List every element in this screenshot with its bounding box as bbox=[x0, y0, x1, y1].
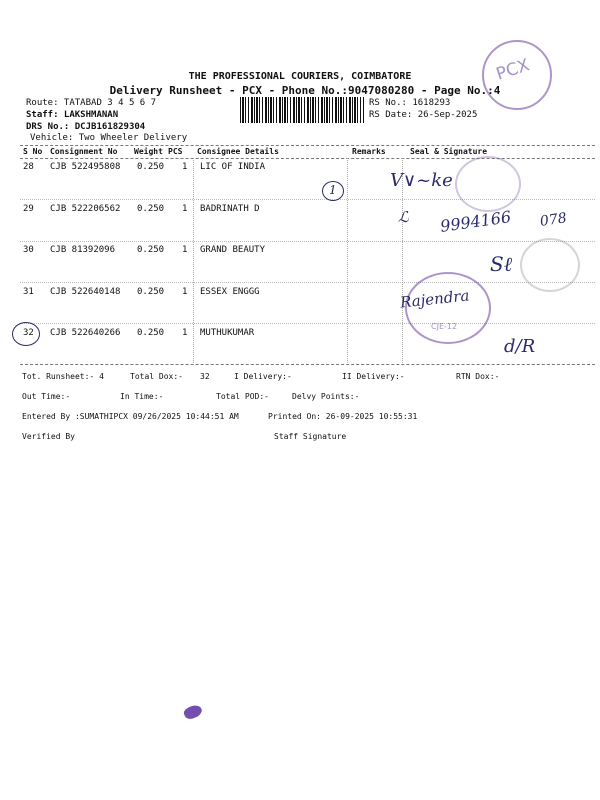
company-title: THE PROFESSIONAL COURIERS, COIMBATORE bbox=[188, 71, 412, 82]
pen-circle-mark bbox=[12, 322, 40, 346]
total-dox-label: Total Dox:- bbox=[130, 372, 183, 381]
row-sno: 29 bbox=[23, 204, 34, 214]
row-consignment: CJB 81392096 bbox=[50, 245, 116, 255]
row-pcs: 1 bbox=[182, 162, 188, 172]
row-weight: 0.250 bbox=[137, 287, 165, 297]
row-pcs: 1 bbox=[182, 287, 188, 297]
vehicle-text: Vehicle: Two Wheeler Delivery bbox=[30, 133, 188, 143]
row-sno: 31 bbox=[23, 287, 34, 297]
row-pcs: 1 bbox=[182, 328, 188, 338]
col-pcs: PCS bbox=[168, 147, 183, 156]
total-dox-value: 32 bbox=[200, 372, 210, 381]
row-sno: 30 bbox=[23, 245, 34, 255]
col-remarks: Remarks bbox=[352, 147, 386, 156]
row-weight: 0.250 bbox=[137, 204, 165, 214]
col-weight: Weight bbox=[134, 147, 163, 156]
printed-on: Printed On: 26-09-2025 10:55:31 bbox=[268, 412, 418, 421]
out-time: Out Time:- bbox=[22, 392, 71, 401]
remark-number: 1 bbox=[329, 183, 337, 197]
col-consignee: Consignee Details bbox=[197, 147, 279, 156]
row-sno: 28 bbox=[23, 162, 34, 172]
row-consignee: BADRINATH D bbox=[200, 204, 260, 214]
rs-date: RS Date: 26-Sep-2025 bbox=[369, 110, 478, 120]
row-weight: 0.250 bbox=[137, 162, 165, 172]
row-consignee: GRAND BEAUTY bbox=[200, 245, 266, 255]
barcode-image bbox=[240, 97, 364, 123]
row-pcs: 1 bbox=[182, 245, 188, 255]
col-seal-signature: Seal & Signature bbox=[410, 147, 488, 156]
row-consignment: CJB 522640266 bbox=[50, 328, 121, 338]
signature-row31: Rajendra bbox=[399, 286, 471, 312]
verified-by: Verified By bbox=[22, 432, 75, 441]
remark-circle-mark bbox=[322, 181, 344, 201]
row-pcs: 1 bbox=[182, 204, 188, 214]
row-consignment: CJB 522206562 bbox=[50, 204, 121, 214]
ii-delivery: II Delivery:- bbox=[342, 372, 405, 381]
signature-row28: V∨~ke bbox=[390, 170, 453, 191]
seal-stamp-row30 bbox=[520, 238, 580, 292]
row-consignee: MUTHUKUMAR bbox=[200, 328, 255, 338]
signature-row30: Sℓ bbox=[490, 252, 513, 276]
row-consignment: CJB 522640148 bbox=[50, 287, 121, 297]
ink-smudge bbox=[182, 703, 203, 721]
total-pod: Total POD:- bbox=[216, 392, 269, 401]
row-consignee: ESSEX ENGGG bbox=[200, 287, 260, 297]
row-consignment: CJB 522495808 bbox=[50, 162, 121, 172]
row-weight: 0.250 bbox=[137, 245, 165, 255]
signature-number-row29: 9994166 bbox=[439, 207, 513, 236]
staff-signature: Staff Signature bbox=[274, 432, 347, 441]
row-weight: 0.250 bbox=[137, 328, 165, 338]
row-consignee: LIC OF INDIA bbox=[200, 162, 266, 172]
pcx-stamp-text: PCX bbox=[493, 55, 533, 85]
col-sno: S No bbox=[23, 147, 43, 156]
route-text: Route: TATABAD 3 4 5 6 7 bbox=[26, 98, 157, 108]
drs-number: DRS No.: DCJB161829304 bbox=[26, 122, 146, 132]
rs-number: RS No.: 1618293 bbox=[369, 98, 451, 108]
row-sno: 32 bbox=[23, 328, 34, 338]
seal-stamp-row28 bbox=[455, 156, 521, 212]
signature-row32: d/R bbox=[504, 336, 536, 357]
runsheet-title: Delivery Runsheet - PCX - Phone No.:9047080280 - Page No.:4 bbox=[109, 84, 501, 97]
tot-runsheet: Tot. Runsheet:- 4 bbox=[22, 372, 104, 381]
col-consignment: Consignment No bbox=[50, 147, 118, 156]
delvy-points: Delvy Points:- bbox=[292, 392, 360, 401]
seal-stamp-row31-text: CJE-12 bbox=[431, 322, 458, 331]
in-time: In Time:- bbox=[120, 392, 164, 401]
rtn-dox: RTN Dox:- bbox=[456, 372, 500, 381]
signature-row29: ℒ bbox=[398, 208, 409, 226]
entered-by: Entered By :SUMATHIPCX 09/26/2025 10:44:51 AM bbox=[22, 412, 239, 421]
i-delivery: I Delivery:- bbox=[234, 372, 292, 381]
signature-number-row29b: 078 bbox=[539, 210, 568, 230]
staff-text: Staff: LAKSHMANAN bbox=[26, 110, 119, 120]
